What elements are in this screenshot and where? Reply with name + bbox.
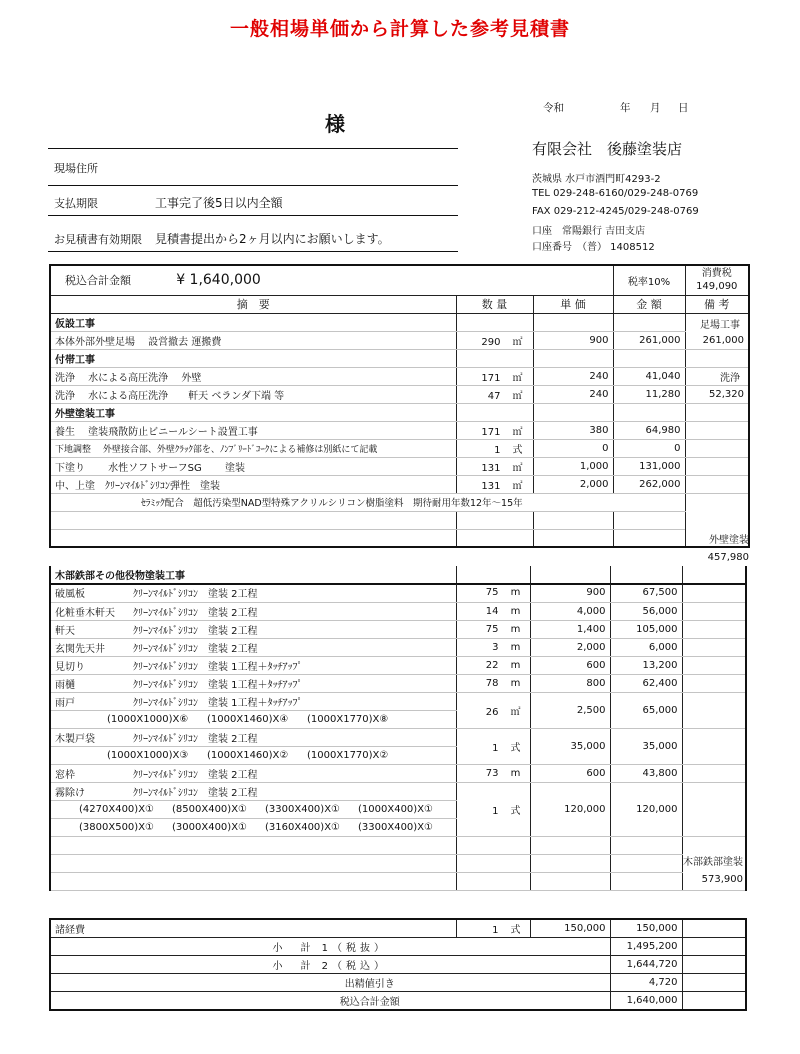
table-row xyxy=(50,439,749,457)
item-spec: ｸﾘｰﾝﾏｲﾙﾄﾞｼﾘｺﾝ 塗装 2工程 xyxy=(133,625,258,637)
company-tel: TEL 029-248-6160/029-248-0769 xyxy=(532,188,699,199)
item-desc: 本体外部外壁足場 設営撤去 運搬費 xyxy=(50,331,456,349)
item-qty: 1 xyxy=(492,742,499,754)
item-unit-price: 35,000 xyxy=(570,740,606,752)
remark-label: 外壁塗装 xyxy=(709,535,749,546)
dimension: (1000X1460)X④ xyxy=(207,713,289,725)
remark-amount: 457,980 xyxy=(707,552,749,563)
item-desc: 雨戸 xyxy=(55,697,75,709)
item-unit: ㎡ xyxy=(512,390,523,402)
item-unit: m xyxy=(510,659,521,671)
consumption-tax-label: 消費税 xyxy=(701,268,732,280)
exterior-wall-remark xyxy=(689,532,749,566)
subtotal1-value: 1,495,200 xyxy=(610,937,682,955)
dimension: (1000X1770)X⑧ xyxy=(307,713,389,725)
item-unit-price: 1,400 xyxy=(576,623,606,635)
summary-total-label: 税込合計金額 xyxy=(65,274,131,288)
header-unit-price: 単 価 xyxy=(533,295,613,313)
item-qty: 75 xyxy=(485,587,499,599)
item-desc: 養生 塗装飛散防止ビニールシート設置工事 xyxy=(50,421,456,439)
estimate-table xyxy=(49,264,750,548)
item-desc: 洗浄 水による高圧洗浄 外壁 xyxy=(50,367,456,385)
item-qty: 14 xyxy=(485,605,499,617)
item-unit-price: 2,500 xyxy=(576,704,606,716)
item-unit: m xyxy=(510,623,521,635)
table-row xyxy=(50,331,749,349)
item-amount: 43,800 xyxy=(642,767,678,779)
table-row xyxy=(50,854,746,872)
header-remarks: 備 考 xyxy=(685,295,749,313)
item-amount: 64,980 xyxy=(613,421,685,439)
subtotal2-value: 1,644,720 xyxy=(610,955,682,973)
item-unit-price: 900 xyxy=(586,587,606,599)
item-spec: ｸﾘｰﾝﾏｲﾙﾄﾞｼﾘｺﾝ 塗装 2工程 xyxy=(133,733,258,745)
section-heading: 木部鉄部その他役物塗装工事 xyxy=(50,566,456,584)
table-row xyxy=(50,919,746,937)
item-unit-price: 800 xyxy=(586,677,606,689)
dimension: (1000X1460)X② xyxy=(207,749,289,761)
table-row xyxy=(50,602,746,620)
item-desc: 破風板 xyxy=(55,589,85,601)
coating-note: ｾﾗﾐｯｸ配合 超低汚染型NAD型特殊アクリルシリコン樹脂塗料 期待耐用年数12年～15年 xyxy=(50,493,685,511)
header-qty: 数 量 xyxy=(456,295,533,313)
remark-cell xyxy=(685,313,749,349)
dimension: (3300X400)X① xyxy=(358,821,434,833)
item-qty: 3 xyxy=(492,641,499,653)
item-amount: 56,000 xyxy=(642,605,678,617)
item-qty: 171 xyxy=(481,426,501,438)
validity-label: お見積書有効期限 xyxy=(54,233,142,246)
table-row xyxy=(50,674,746,692)
item-spec: ｸﾘｰﾝﾏｲﾙﾄﾞｼﾘｺﾝ 塗装 1工程＋ﾀｯﾁｱｯﾌﾟ xyxy=(133,679,303,691)
item-spec: ｸﾘｰﾝﾏｲﾙﾄﾞｼﾘｺﾝ 塗装 2工程 xyxy=(133,589,258,601)
dimension: (1000X1770)X② xyxy=(307,749,389,761)
item-unit: m xyxy=(510,605,521,617)
table-row xyxy=(50,620,746,638)
table-row xyxy=(50,782,746,800)
item-unit: 式 xyxy=(510,805,521,817)
table-row xyxy=(50,403,749,421)
item-spec: ｸﾘｰﾝﾏｲﾙﾄﾞｼﾘｺﾝ 塗装 2工程 xyxy=(133,769,258,781)
wood-metal-table xyxy=(49,584,747,891)
item-unit-price: 240 xyxy=(533,367,613,385)
summary-total-cell xyxy=(50,265,613,295)
table-row xyxy=(50,566,746,584)
item-desc: 玄関先天井 xyxy=(55,643,105,655)
item-spec: ｸﾘｰﾝﾏｲﾙﾄﾞｼﾘｺﾝ 塗装 2工程 xyxy=(133,607,258,619)
item-unit-price: 240 xyxy=(533,385,613,403)
wood-metal-section xyxy=(49,584,749,891)
item-qty: 1 xyxy=(492,924,499,936)
item-desc: 化粧垂木軒天 xyxy=(55,607,115,619)
totals-section xyxy=(49,918,747,1011)
item-amount: 35,000 xyxy=(642,740,678,752)
item-unit-price: 600 xyxy=(586,767,606,779)
table-row xyxy=(50,493,749,511)
site-address-line xyxy=(48,185,458,186)
dimension: (8500X400)X① xyxy=(172,803,248,815)
company-bank: 口座 常陽銀行 吉田支店 xyxy=(532,226,646,237)
item-unit-price: 2,000 xyxy=(533,475,613,493)
item-qty: 73 xyxy=(485,767,499,779)
item-desc: 下塗り 水性ソフトサーフSG 塗装 xyxy=(50,457,456,475)
remark-amount: 52,320 xyxy=(709,388,744,400)
payment-term-line xyxy=(48,215,458,216)
validity-line xyxy=(48,251,458,252)
item-amount: 67,500 xyxy=(642,587,678,599)
company-name: 有限会社 後藤塗装店 xyxy=(532,140,683,158)
table-row xyxy=(50,475,749,493)
item-qty: 75 xyxy=(485,623,499,635)
remark-label: 洗浄 xyxy=(720,372,740,384)
remark-cell xyxy=(685,367,749,385)
item-unit-price: 0 xyxy=(533,439,613,457)
table-row xyxy=(50,872,746,890)
summary-row xyxy=(50,265,749,295)
dimension: (3300X400)X① xyxy=(265,803,341,815)
site-address-label: 現場住所 xyxy=(54,162,98,175)
table-row xyxy=(50,584,746,602)
remark-amount: 261,000 xyxy=(702,334,744,346)
table-row xyxy=(50,511,749,529)
item-unit: ㎡ xyxy=(512,480,523,492)
discount-value: 4,720 xyxy=(610,973,682,991)
item-qty: 26 xyxy=(485,706,499,718)
grand-total-label: 税込合計金額 xyxy=(50,991,610,1010)
item-amount: 120,000 xyxy=(636,803,678,815)
subtotal1-label: 小 計 1（税抜） xyxy=(50,937,610,955)
item-unit-price: 4,000 xyxy=(576,605,606,617)
item-unit: ㎡ xyxy=(512,426,523,438)
item-amount: 0 xyxy=(613,439,685,457)
validity-value: 見積書提出から2ヶ月以内にお願いします。 xyxy=(155,232,390,246)
discount-row xyxy=(50,973,746,991)
item-unit: m xyxy=(510,677,521,689)
recipient-suffix: 様 xyxy=(325,112,345,136)
dimension: (3800X500)X① xyxy=(79,821,155,833)
item-desc: 雨樋 xyxy=(55,679,75,691)
remark-cell xyxy=(685,385,749,403)
grand-total-row xyxy=(50,991,746,1010)
item-unit: ㎡ xyxy=(512,462,523,474)
item-qty: 22 xyxy=(485,659,499,671)
table-row xyxy=(50,638,746,656)
item-amount: 131,000 xyxy=(613,457,685,475)
totals-table xyxy=(49,918,747,1011)
item-desc: 軒天 xyxy=(55,625,75,637)
dimension: (3000X400)X① xyxy=(172,821,248,833)
item-desc: 見切り xyxy=(55,661,85,673)
document-title: 一般相場単価から計算した参考見積書 xyxy=(229,18,570,40)
date-month: 月 xyxy=(650,102,661,114)
subtotal2-label: 小 計 2（税込） xyxy=(50,955,610,973)
grand-total-value: 1,640,000 xyxy=(610,991,682,1010)
item-desc: 中、上塗 ｸﾘｰﾝﾏｲﾙﾄﾞｼﾘｺﾝ弾性 塗装 xyxy=(50,475,456,493)
section-heading: 付帯工事 xyxy=(50,349,456,367)
item-unit: m xyxy=(510,587,521,599)
item-amount: 62,400 xyxy=(642,677,678,689)
item-unit-price: 380 xyxy=(533,421,613,439)
item-amount: 41,040 xyxy=(613,367,685,385)
item-qty: 47 xyxy=(487,390,501,402)
item-desc: 洗浄 水による高圧洗浄 軒天 ベランダ下端 等 xyxy=(50,385,456,403)
item-unit-price: 150,000 xyxy=(530,919,610,937)
dimension: (1000X1000)X③ xyxy=(107,749,189,761)
table-row xyxy=(50,313,749,331)
recipient-underline xyxy=(48,148,458,149)
table-row xyxy=(50,692,746,710)
item-unit: ㎡ xyxy=(510,706,521,718)
date-year: 年 xyxy=(620,102,631,114)
dimension: (1000X1000)X⑥ xyxy=(107,713,189,725)
item-desc: 木製戸袋 xyxy=(55,733,95,745)
table-header-row xyxy=(50,295,749,313)
item-qty: 78 xyxy=(485,677,499,689)
date-day: 日 xyxy=(678,102,689,114)
company-address: 茨城県 水戸市酒門町4293-2 xyxy=(532,174,661,185)
table-row xyxy=(50,457,749,475)
section-heading: 仮設工事 xyxy=(50,313,456,331)
item-desc: 窓枠 xyxy=(55,769,75,781)
table-row xyxy=(50,385,749,403)
item-amount: 13,200 xyxy=(642,659,678,671)
item-amount: 6,000 xyxy=(648,641,678,653)
item-qty: 171 xyxy=(481,372,501,384)
table-row xyxy=(50,728,746,746)
table-row xyxy=(50,656,746,674)
item-amount: 262,000 xyxy=(613,475,685,493)
item-unit: m xyxy=(510,641,521,653)
item-desc: 下地調整 外壁接合部、外壁ｸﾗｯｸ部を、ﾉﾝﾌﾞﾘｰﾄﾞｺｰｸによる補修は別紙にて記載 xyxy=(50,439,456,457)
company-fax: FAX 029-212-4245/029-248-0769 xyxy=(532,206,699,217)
item-unit-price: 900 xyxy=(533,331,613,349)
estimate-table-continued xyxy=(49,566,747,585)
table-row xyxy=(50,421,749,439)
consumption-tax-value: 149,090 xyxy=(696,281,738,293)
item-qty: 131 xyxy=(481,480,501,492)
payment-term-label: 支払期限 xyxy=(54,197,98,210)
consumption-tax-cell xyxy=(685,265,749,295)
remark-cell xyxy=(682,836,746,890)
table-row xyxy=(50,349,749,367)
item-unit: ㎡ xyxy=(512,336,523,348)
item-amount: 261,000 xyxy=(613,331,685,349)
item-amount: 11,280 xyxy=(613,385,685,403)
item-amount: 65,000 xyxy=(642,704,678,716)
item-amount: 105,000 xyxy=(636,623,678,635)
subtotal2-row xyxy=(50,955,746,973)
header-desc: 摘 要 xyxy=(50,295,456,313)
date-era: 令和 xyxy=(543,102,564,114)
table-row xyxy=(50,836,746,854)
item-qty: 131 xyxy=(481,462,501,474)
table-row xyxy=(50,764,746,782)
item-unit-price: 600 xyxy=(586,659,606,671)
item-qty: 290 xyxy=(481,336,501,348)
item-spec: ｸﾘｰﾝﾏｲﾙﾄﾞｼﾘｺﾝ 塗装 2工程 xyxy=(133,787,258,799)
dimension: (1000X400)X① xyxy=(358,803,434,815)
item-unit-price: 120,000 xyxy=(564,803,606,815)
discount-label: 出精値引き xyxy=(50,973,610,991)
remark-amount: 573,900 xyxy=(701,873,743,885)
table-row xyxy=(50,367,749,385)
header-amount: 金 額 xyxy=(613,295,685,313)
remark-label: 足場工事 xyxy=(700,319,740,331)
item-unit-price: 1,000 xyxy=(533,457,613,475)
item-unit-price: 2,000 xyxy=(576,641,606,653)
section-heading: 外壁塗装工事 xyxy=(50,403,456,421)
item-desc: 諸経費 xyxy=(50,919,456,937)
tax-rate: 税率10% xyxy=(613,265,685,295)
remark-label: 木部鉄部塗装 xyxy=(683,856,743,868)
dimension: (3160X400)X① xyxy=(265,821,341,833)
item-unit: ㎡ xyxy=(512,372,523,384)
item-amount: 150,000 xyxy=(610,919,682,937)
item-unit: 式 xyxy=(512,444,523,456)
item-qty: 1 xyxy=(494,444,501,456)
item-spec: ｸﾘｰﾝﾏｲﾙﾄﾞｼﾘｺﾝ 塗装 1工程＋ﾀｯﾁｱｯﾌﾟ xyxy=(133,661,303,673)
item-qty: 1 xyxy=(492,805,499,817)
item-spec: ｸﾘｰﾝﾏｲﾙﾄﾞｼﾘｺﾝ 塗装 2工程 xyxy=(133,643,258,655)
company-account: 口座番号 （普） 1408512 xyxy=(532,242,655,253)
dimension: (4270X400)X① xyxy=(79,803,155,815)
item-desc: 霧除け xyxy=(55,787,85,799)
item-unit: 式 xyxy=(510,742,521,754)
table-row xyxy=(50,529,749,547)
item-unit: 式 xyxy=(510,924,521,936)
summary-total-value: ¥ 1,640,000 xyxy=(176,272,261,289)
item-unit: m xyxy=(510,767,521,779)
subtotal1-row xyxy=(50,937,746,955)
payment-term-value: 工事完了後5日以内全額 xyxy=(155,196,283,210)
item-spec: ｸﾘｰﾝﾏｲﾙﾄﾞｼﾘｺﾝ 塗装 1工程＋ﾀｯﾁｱｯﾌﾟ xyxy=(133,697,303,709)
